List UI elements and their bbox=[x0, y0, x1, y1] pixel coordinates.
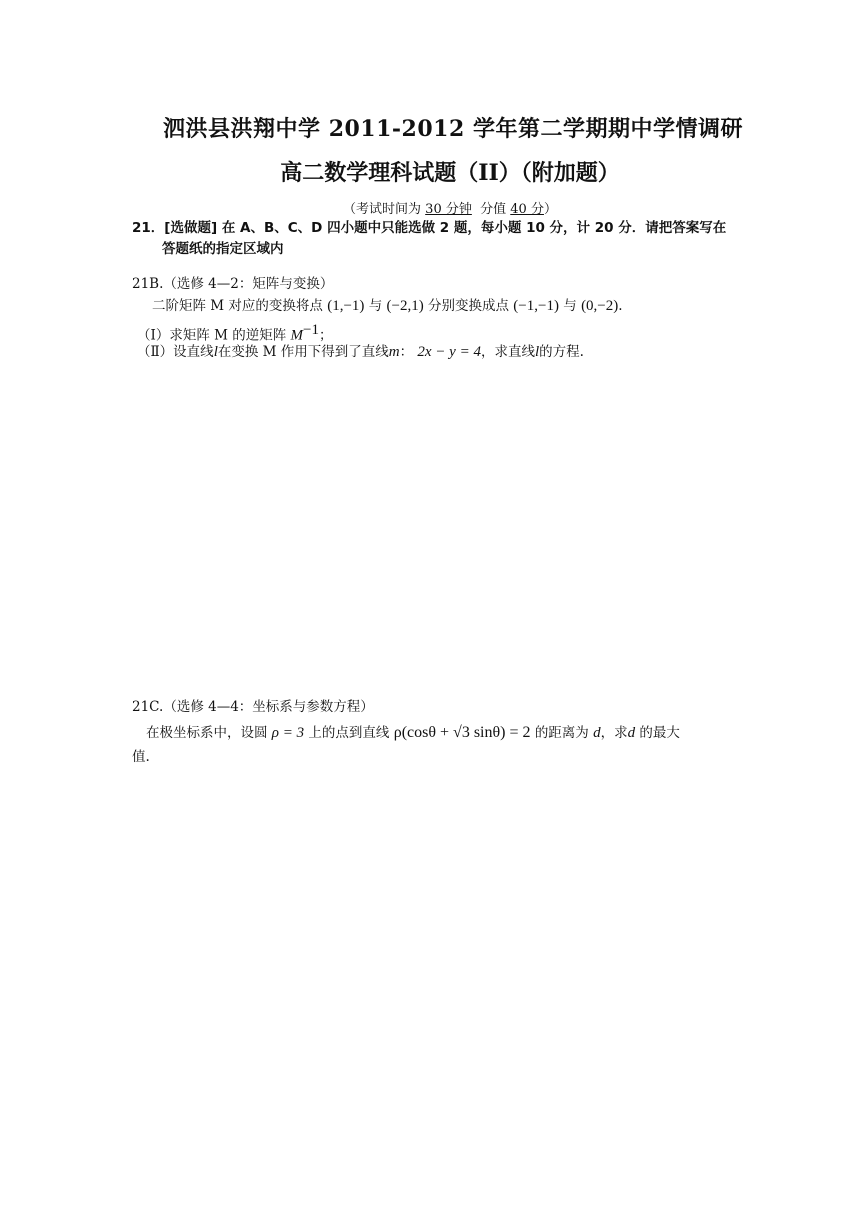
question-21-line2: 答题纸的指定区域内 bbox=[162, 241, 284, 257]
q21b-stem-d: 与 bbox=[563, 298, 577, 314]
line-l: l bbox=[213, 344, 218, 360]
exam-info bbox=[0, 198, 860, 217]
q21b-stem-c: 分别变换成点 bbox=[428, 298, 509, 314]
line-m: m bbox=[388, 344, 400, 360]
q21c-stem-e: 的最大 bbox=[639, 725, 680, 741]
question-21c-heading: 21C.（选修 4—4：坐标系与参数方程） bbox=[132, 699, 374, 715]
q21b-part2-e: 的方程. bbox=[539, 344, 584, 360]
point-4: (0,−2) bbox=[581, 298, 619, 314]
distance-d-ref: d bbox=[627, 725, 636, 741]
circle-equation: ρ = 3 bbox=[271, 725, 305, 741]
q21b-part2-c: ： bbox=[399, 344, 414, 360]
question-21b-part-2 bbox=[137, 341, 584, 363]
q21b-part1-a: （Ⅰ）求矩阵 M 的逆矩阵 bbox=[137, 327, 287, 344]
question-21c-stem-cont: 值. bbox=[132, 749, 150, 765]
q21b-part2-a: （Ⅱ）设直线 bbox=[137, 344, 214, 360]
q21b-part2-d: ，求直线 bbox=[480, 344, 535, 360]
line-l-ref: l bbox=[534, 344, 540, 360]
q21c-stem-a: 在极坐标系中，设圆 bbox=[146, 725, 268, 741]
q21b-stem-b: 与 bbox=[368, 298, 383, 314]
q21c-stem-b: 上的点到直线 bbox=[308, 725, 390, 741]
question-21b-stem bbox=[152, 295, 623, 317]
exam-title: 泗洪县洪翔中学 2011-2012 学年第二学期期中学情调研 bbox=[163, 116, 743, 142]
q21c-stem-c: 的距离为 bbox=[534, 725, 589, 741]
inverse-exponent: −1 bbox=[303, 322, 320, 338]
line-m-equation: 2x − y = 4 bbox=[417, 344, 481, 360]
exam-time: 30 分钟 bbox=[425, 202, 472, 217]
exam-info-mid: 分值 bbox=[471, 202, 511, 217]
exam-info-prefix: （考试时间为 bbox=[343, 202, 426, 217]
matrix-m: M bbox=[290, 327, 304, 344]
point-3: (−1,−1) bbox=[513, 298, 559, 314]
exam-score: 40 分 bbox=[510, 202, 544, 217]
line-polar-equation: ρ(cosθ + √3 sinθ) = 2 bbox=[393, 724, 531, 741]
q21c-stem-d: ，求 bbox=[600, 725, 628, 741]
question-21-line1: 21．[选做题] 在 A、B、C、D 四小题中只能选做 2 题，每小题 10 分，计 20 分．请把答案写在 bbox=[132, 220, 727, 236]
q21b-stem-a: 二阶矩阵 M 对应的变换将点 bbox=[152, 298, 323, 314]
exam-subtitle: 高二数学理科试题（II）（附加题） bbox=[280, 160, 620, 186]
distance-d: d bbox=[593, 725, 601, 741]
point-2: (−2,1) bbox=[386, 298, 424, 314]
question-21b-heading: 21B.（选修 4—2：矩阵与变换） bbox=[132, 276, 334, 292]
question-21-instructions bbox=[132, 218, 742, 260]
q21b-part2-b: 在变换 M 作用下得到了直线 bbox=[217, 344, 389, 360]
q21b-stem-e: . bbox=[618, 298, 623, 314]
q21b-part1-b: ； bbox=[319, 327, 333, 344]
exam-info-suffix: ） bbox=[543, 202, 557, 217]
point-1: (1,−1) bbox=[327, 298, 365, 314]
question-21c-stem bbox=[146, 722, 680, 744]
